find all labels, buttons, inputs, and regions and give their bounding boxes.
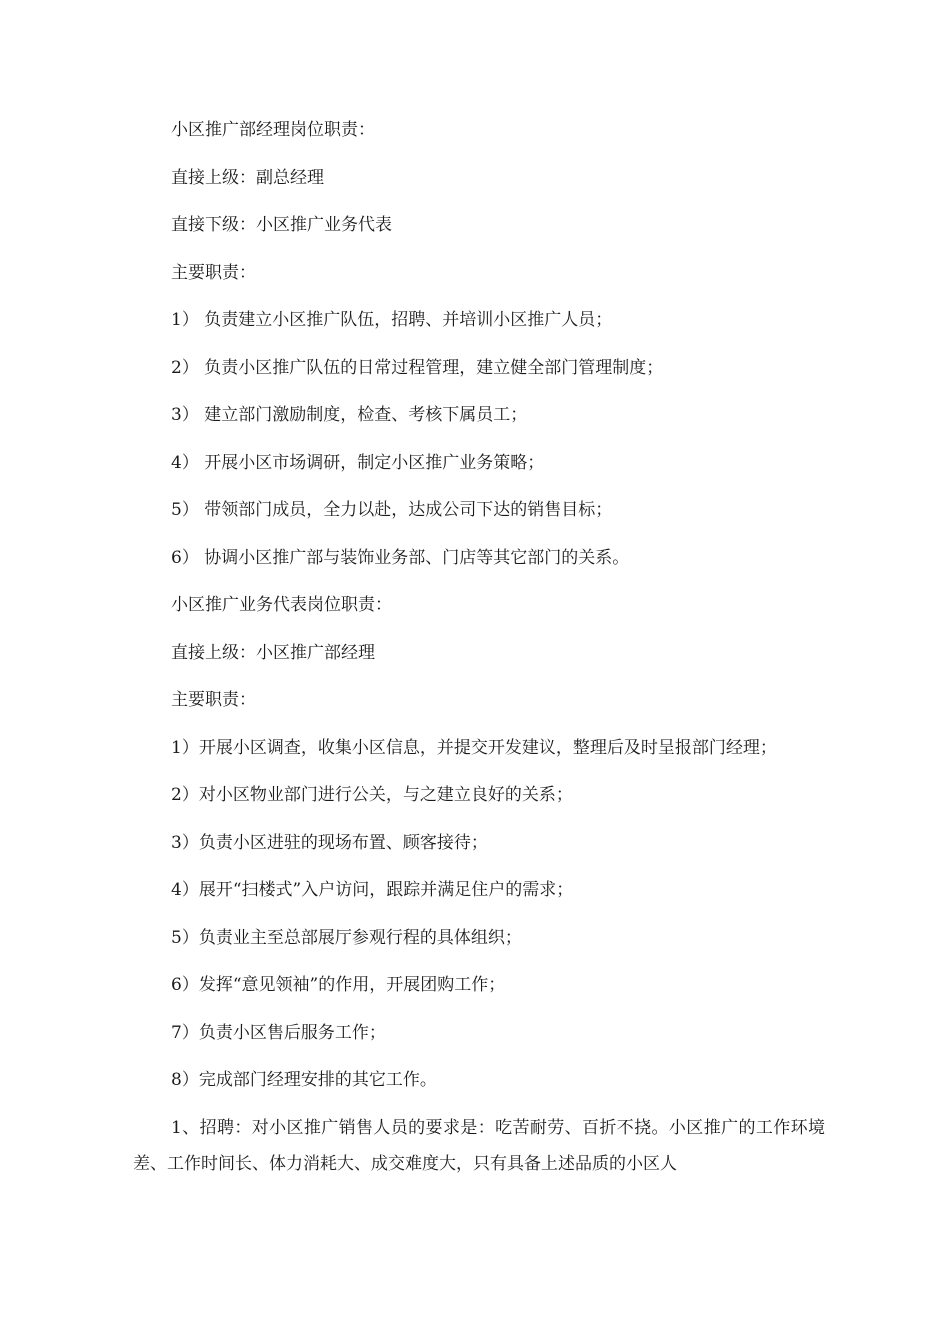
manager-duty-item: 4） 开展小区市场调研，制定小区推广业务策略；	[171, 452, 545, 473]
representative-duty-item: 2）对小区物业部门进行公关，与之建立良好的关系；	[171, 785, 573, 805]
manager-main-duties-label: 主要职责：	[171, 262, 256, 283]
representative-duty-item: 8）完成部门经理安排的其它工作。	[171, 1070, 437, 1090]
representative-direct-superior: 直接上级：小区推广部经理	[171, 642, 375, 663]
manager-duty-item: 5） 带领部门成员，全力以赴，达成公司下达的销售目标；	[171, 500, 613, 520]
representative-duty-item: 4）展开“扫楼式”入户访问，跟踪并满足住户的需求；	[171, 880, 574, 900]
manager-direct-subordinate: 直接下级：小区推广业务代表	[171, 215, 392, 235]
manager-duty-item: 6） 协调小区推广部与装饰业务部、门店等其它部门的关系。	[171, 547, 630, 568]
representative-duty-item: 6）发挥“意见领袖”的作用，开展团购工作；	[171, 975, 506, 995]
manager-duty-item: 2） 负责小区推广队伍的日常过程管理，建立健全部门管理制度；	[171, 357, 664, 378]
manager-duty-item: 1） 负责建立小区推广队伍，招聘、并培训小区推广人员；	[171, 310, 613, 330]
representative-duty-item: 3）负责小区进驻的现场布置、顾客接待；	[171, 832, 488, 853]
representative-duty-item: 7）负责小区售后服务工作；	[171, 1022, 386, 1043]
heading-representative-duties: 小区推广业务代表岗位职责：	[171, 595, 392, 615]
representative-main-duties-label: 主要职责：	[171, 690, 256, 710]
document-body	[133, 112, 825, 1193]
representative-duty-item: 1）开展小区调查，收集小区信息，并提交开发建议，整理后及时呈报部门经理；	[171, 737, 777, 758]
representative-duty-item: 5）负责业主至总部展厅参观行程的具体组织；	[171, 927, 522, 948]
heading-manager-duties: 小区推广部经理岗位职责：	[171, 120, 375, 140]
manager-duty-item: 3） 建立部门激励制度，检查、考核下属员工；	[171, 405, 528, 425]
manager-direct-superior: 直接上级：副总经理	[171, 167, 324, 188]
recruitment-paragraph: 1、招聘：对小区推广销售人员的要求是：吃苦耐劳、百折不挠。小区推广的工作环境差、工作时间长、体力消耗大、成交难度大，只有具备上述品质的小区人	[133, 1117, 825, 1174]
